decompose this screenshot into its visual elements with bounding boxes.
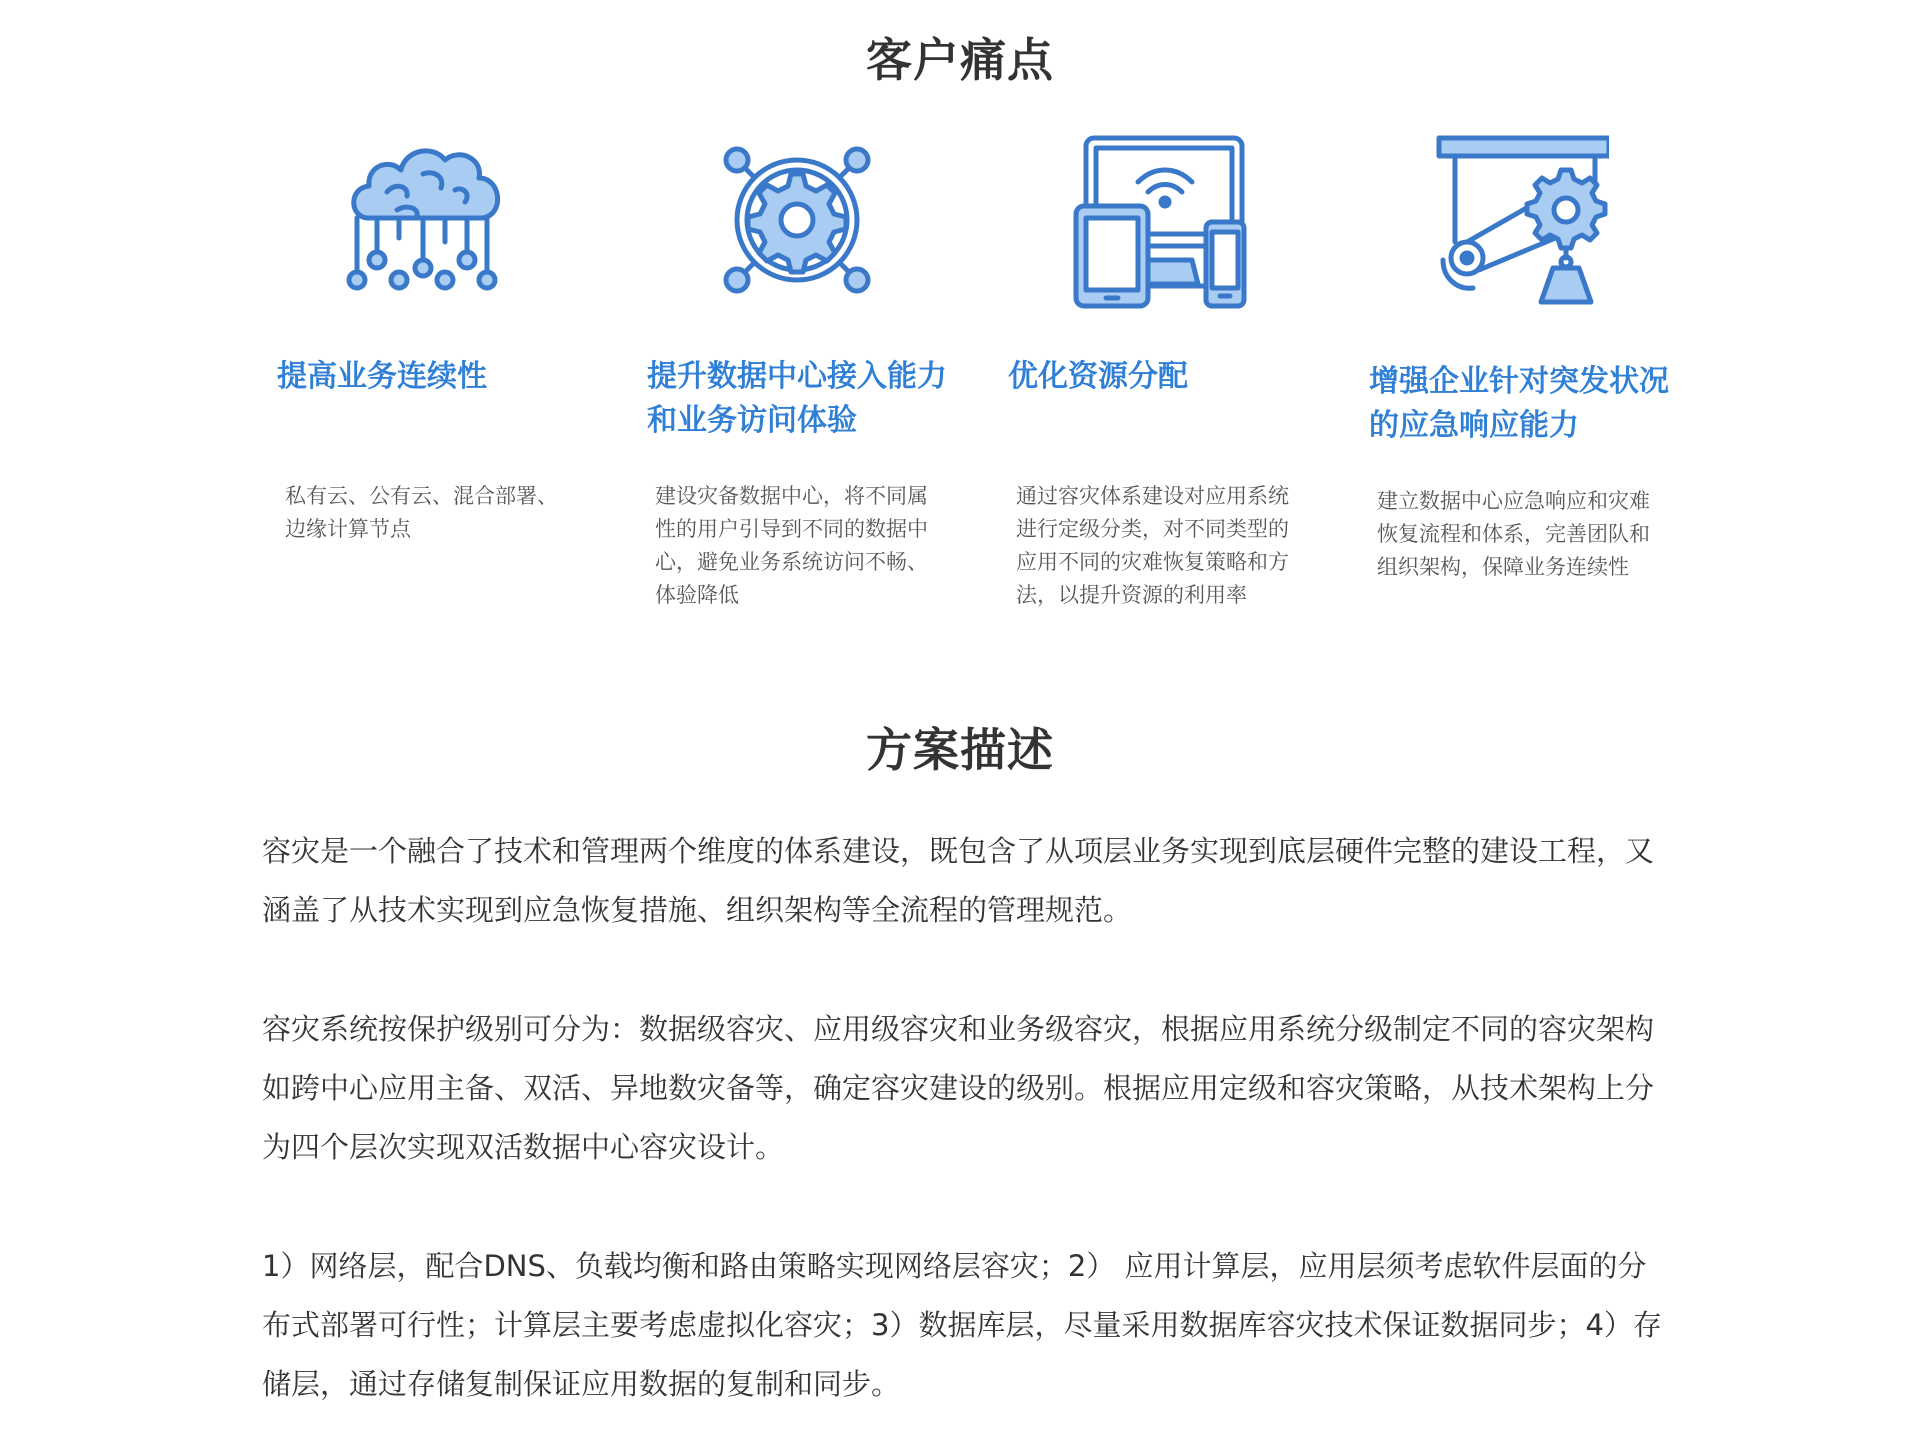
pain-point-card <box>277 130 577 310</box>
pain-point-card <box>1369 130 1669 310</box>
cloud-network-icon <box>337 130 517 310</box>
card-description: 建设灾备数据中心，将不同属性的用户引导到不同的数据中心，避免业务系统访问不畅、体验降低 <box>655 484 928 607</box>
card-description: 私有云、公有云、混合部署、边缘计算节点 <box>285 484 558 541</box>
card-title: 增强企业针对突发状况的应急响应能力 <box>1369 364 1669 443</box>
gear-hub-icon <box>707 130 887 310</box>
pain-points-title: 客户痛点 <box>866 33 1054 87</box>
solution-description-title: 方案描述 <box>866 723 1054 777</box>
description-paragraph: 1）网络层，配合DNS、负载均衡和路由策略实现网络层容灾；2） 应用计算层，应用层须考虑软件层面的分布式部署可行性；计算层主要考虑虚拟化容灾；3）数据库层，尽量采用数据库容灾技术保证数据同步；4）存储层，通过存储复制保证应用数据的复制和同步。 <box>262 1249 1662 1401</box>
card-description: 通过容灾体系建设对应用系统进行定级分类，对不同类型的应用不同的灾难恢复策略和方法，以提升资源的利用率 <box>1016 484 1289 607</box>
card-title: 优化资源分配 <box>1008 359 1188 394</box>
card-title: 提升数据中心接入能力和业务访问体验 <box>647 359 947 438</box>
pain-point-card <box>647 130 947 310</box>
pain-point-card <box>1008 130 1308 310</box>
description-paragraph: 容灾系统按保护级别可分为：数据级容灾、应用级容灾和业务级容灾，根据应用系统分级制定不同的容灾架构如跨中心应用主备、双活、异地数灾备等，确定容灾建设的级别。根据应用定级和容灾策略，从技术架构上分为四个层次实现双活数据中心容灾设计。 <box>262 1012 1655 1164</box>
devices-wifi-icon <box>1068 130 1248 310</box>
card-title: 提高业务连续性 <box>277 359 487 394</box>
card-description: 建立数据中心应急响应和灾难恢复流程和体系，完善团队和组织架构，保障业务连续性 <box>1377 489 1650 579</box>
description-paragraph: 容灾是一个融合了技术和管理两个维度的体系建设，既包含了从项层业务实现到底层硬件完整的建设工程，又涵盖了从技术实现到应急恢复措施、组织架构等全流程的管理规范。 <box>262 834 1655 927</box>
pulley-gear-icon <box>1429 130 1609 310</box>
